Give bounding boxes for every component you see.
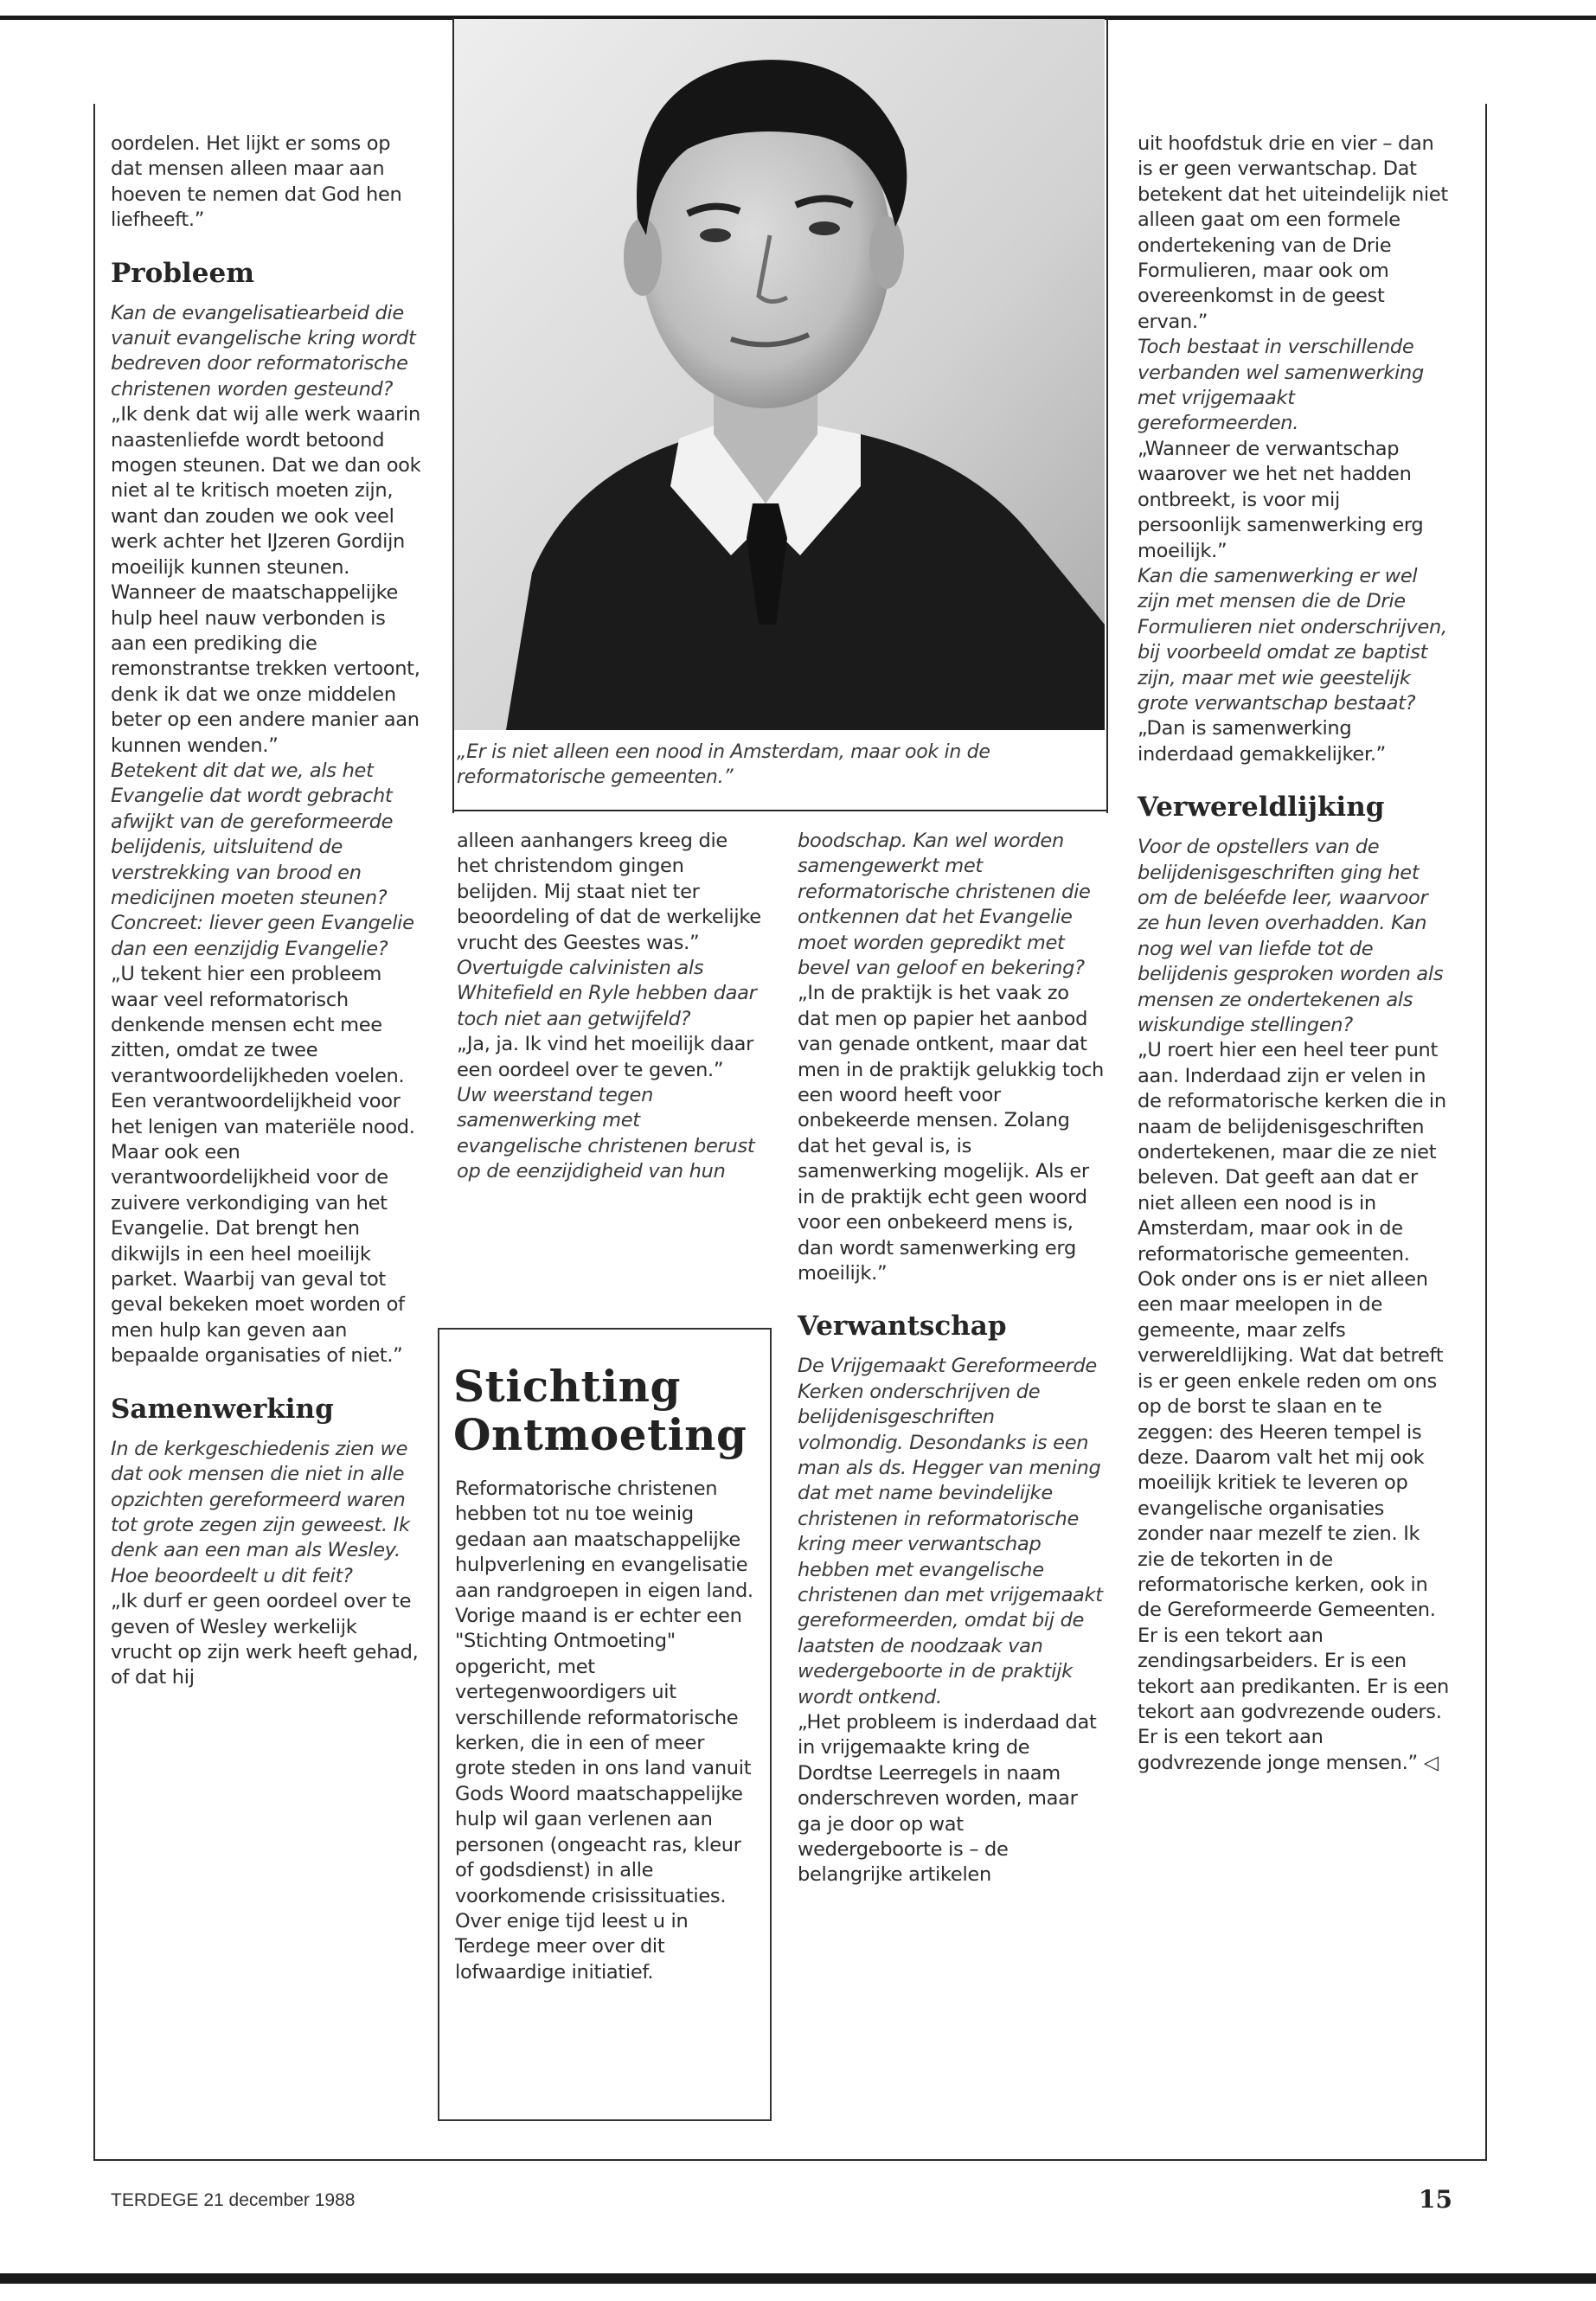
page-number: 15 <box>1419 2185 1452 2214</box>
question-belijdenis: Voor de opstellers van de belijdenisgeschriften ging het om de beléefde leer, waarvoor ze hun leven overhadden. Kan nog wel van liefde tot de belijdenis gesproken worden als mensen ze ondertekenen als wiskundige stellingen? <box>1138 836 1444 1036</box>
column-3 <box>798 829 1105 1888</box>
answer-dordtse-leerregels: „Het probleem is inderdaad dat in vrijgemaakte kring de Dordtse Leerregels in naam onderschreven worden, maar ga je door op wat wedergeboorte is – de belangrijke artikelen <box>798 1711 1097 1887</box>
question-hegger: De Vrijgemaakt Gereformeerde Kerken onderschrijven de belijdenisgeschriften volmondig. Desondanks is een man als ds. Hegger van mening dat met name bevindelijke christenen in reformatorische kring meer verwantschap hebben met evangelische christenen dan met vrijgemaakt gereformeerden, omdat bij de laatsten de noodzaak van wedergeboorte in de praktijk wordt ontkend. <box>798 1355 1103 1708</box>
answer-gemakkelijker: „Dan is samenwerking inderdaad gemakkelijker.” <box>1138 717 1387 766</box>
col4-answer-hoofdstuk: uit hoofdstuk drie en vier – dan is er geen verwantschap. Dat betekent dat het uiteindelijk niet alleen gaat om een formele ondertekening van de Drie Formulieren, maar ook om overeenkomst in de geest ervan.” <box>1138 132 1448 333</box>
right-frame-line <box>1485 104 1487 2161</box>
answer-verantwoordelijkheden: „U tekent hier een probleem waar veel reformatorisch denkende mensen echt mee zitten, omdat ze twee verantwoordelijkheden voelen. Een verantwoordelijkheid voor het lenigen van materiële nood. Maar ook een verantwoordelijkheid voor de zuivere verkondiging van het Evangelie. Dat brengt hen dikwijls in een heel moeilijk parket. Waarbij van geval tot geval bekeken moet worden of men hulp kan geven aan bepaalde organisaties of niet.” <box>111 963 415 1368</box>
heading-probleem: Probleem <box>111 257 255 289</box>
box-title-line1: Stichting <box>453 1361 681 1412</box>
question-boodschap: boodschap. Kan wel worden samengewerkt met reformatorische christenen die ontkennen dat het Evangelie moet worden gepredikt met bevel van geloof en bekering? <box>798 830 1091 980</box>
answer-wesley: „Ik durf er geen oordeel over te geven of Wesley werkelijk vrucht op zijn werk heeft gehad, of dat hij <box>111 1590 419 1689</box>
question-wesley: In de kerkgeschiedenis zien we dat ook mensen die niet in alle opzichten gereformeerd waren tot grote zegen zijn geweest. Ik denk aan een man als Wesley. Hoe beoordeelt u dit feit? <box>111 1437 410 1587</box>
box-body: Reformatorische christenen hebben tot nu toe weinig gedaan aan maatschappelijke hulpverlening en evangelisatie aan randgroepen in eigen land. Vorige maand is er echter een "Stichting Ontmoeting" opgericht, met vertegenwoordigers uit verschillende reformatorische kerken, die in een of meer grote steden in ons land vanuit Gods Woord maatschappelijke hulp wil gaan verlenen aan personen (ongeacht ras, kleur of godsdienst) in alle voorkomende crisissituaties. Over enige tijd leest u in Terdege meer over dit lofwaardige initiatief. <box>455 1477 753 1984</box>
footer-publication: TERDEGE 21 december 1988 <box>111 2190 356 2210</box>
left-frame-line <box>93 104 95 2161</box>
answer-teer-punt: „U roert hier een heel teer punt aan. Inderdaad zijn er velen in de reformatorische kerken die in naam de belijdenisgeschriften ondertekenen, maar die ze niet beleven. Dat geeft aan dat er niet alleen een nood is in Amsterdam, maar ook in de reformatorische gemeenten. Ook onder ons is er niet alleen een maar meelopen in de gemeente, maar zelfs verwereldlijking. Wat dat betreft is er geen enkele reden om ons op de borst te slaan en te zeggen: des Heeren tempel is deze. Daarom valt het mij ook moeilijk kritiek te leveren op evangelische organisaties zonder naar mezelf te zien. Ik zie de tekorten in de reformatorische kerken, ook in de Gereformeerde Gemeenten. Er is een tekort aan zendingsarbeiders. Er is een tekort aan predikanten. Er is een tekort aan godvrezende ouders. Er is een tekort aan godvrezende jonge mensen.” ◁ <box>1138 1039 1449 1774</box>
column-1 <box>111 131 422 1691</box>
col2-answer-aanhangers: alleen aanhangers kreeg die het christendom gingen belijden. Mij staat niet ter beoordeling of dat de werkelijke vrucht des Geestes was.” <box>457 830 761 954</box>
question-evangelisatie: Kan de evangelisatiearbeid die vanuit evangelische kring wordt bedreven door reformatorische christenen worden gesteund? <box>111 301 416 401</box>
question-eenzijdig-evangelie: Betekent dit dat we, als het Evangelie dat wordt gebracht afwijkt van de gereformeerde belijdenis, uitsluitend de verstrekking van brood en medicijnen moeten steunen? Concreet: liever geen Evangelie dan een eenzijdig Evangelie? <box>111 759 414 960</box>
caption-rule <box>452 810 1108 811</box>
heading-verwereldlijking: Verwereldlijking <box>1138 792 1385 824</box>
bottom-frame-line <box>93 2159 1487 2161</box>
question-whitefield-ryle: Overtuigde calvinisten als Whitefield en Ryle hebben daar toch niet aan getwijfeld? <box>457 957 757 1030</box>
heading-verwantschap: Verwantschap <box>798 1311 1007 1343</box>
photo-right-line <box>1106 17 1108 813</box>
portrait-photo <box>454 19 1105 730</box>
box-title-line2: Ontmoeting <box>453 1409 747 1460</box>
answer-moeilijk-oordeel: „Ja, ja. Ik vind het moeilijk daar een oordeel over te geven.” <box>457 1033 754 1081</box>
answer-naastenliefde: „Ik denk dat wij alle werk waarin naastenliefde wordt betoond mogen steunen. Dat we dan ook niet al te kritisch moeten zijn, want dan zouden we ook veel werk achter het IJzeren Gordijn moeilijk kunnen steunen. Wanneer de maatschappelijke hulp heel nauw verbonden is aan een prediking die remonstrantse trekken vertoont, denk ik dat we onze middelen beter op een andere manier aan kunnen wenden.” <box>111 403 421 757</box>
column-4 <box>1138 131 1449 1776</box>
question-weerstand: Uw weerstand tegen samenwerking met evangelische christenen berust op de eenzijdigheid van hun <box>457 1084 755 1183</box>
portrait-illustration <box>454 19 1105 730</box>
heading-samenwerking: Samenwerking <box>111 1393 334 1425</box>
bottom-scan-border <box>0 2273 1596 2284</box>
photo-caption: „Er is niet alleen een nood in Amsterdam, maar ook in de reformatorische gemeenten.” <box>457 741 990 788</box>
answer-verwantschap-ontbreekt: „Wanneer de verwantschap waarover we het net hadden ontbreekt, is voor mij persoonlijk samenwerking erg moeilijk.” <box>1138 437 1424 562</box>
question-vrijgemaakt: Toch bestaat in verschillende verbanden wel samenwerking met vrijgemaakt gereformeerden. <box>1138 336 1424 435</box>
column-2 <box>457 829 764 1185</box>
col1-intro: oordelen. Het lijkt er soms op dat mensen alleen maar aan hoeven te nemen dat God hen liefheeft.” <box>111 132 402 232</box>
answer-praktijk: „In de praktijk is het vaak zo dat men op papier het aanbod van genade ontkent, maar dat men in de praktijk gelukkig toch een woord heeft voor onbekeerde mensen. Zolang dat het geval is, is samenwerking mogelijk. Als er in de praktijk echt geen woord voor een onbekeerd mens is, dan wordt samenwerking erg moeilijk.” <box>798 982 1104 1285</box>
question-baptist: Kan die samenwerking er wel zijn met mensen die de Drie Formulieren niet onderschrijven, bij voorbeeld omdat ze baptist zijn, maar met wie geestelijk grote verwantschap bestaat? <box>1138 564 1447 715</box>
